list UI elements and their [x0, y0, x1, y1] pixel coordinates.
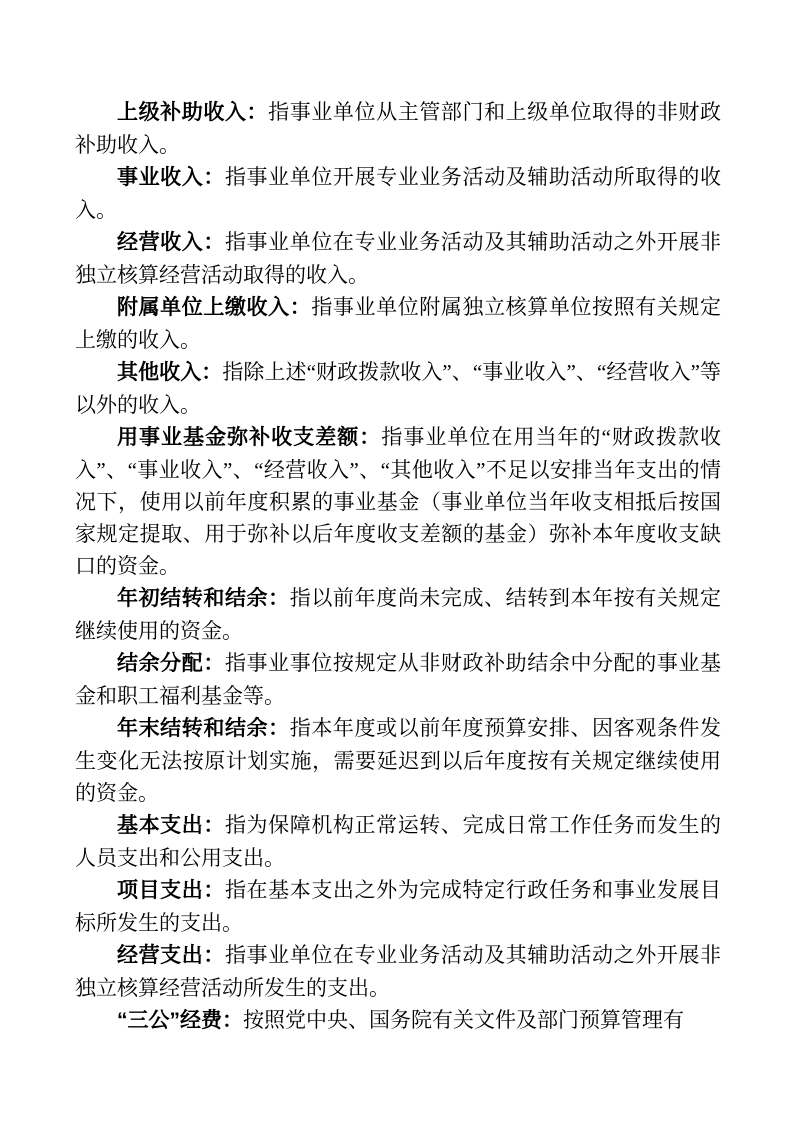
term-label: 基本支出：	[117, 814, 225, 837]
definition-paragraph	[75, 647, 721, 712]
definition-paragraph	[75, 96, 721, 161]
definition-text: 指在基本支出之外为完成特定行政任务和事业发展目标所发生的支出。	[75, 878, 722, 935]
term-label: 经营支出：	[117, 944, 225, 967]
term-label: 年末结转和结余：	[117, 717, 290, 740]
definition-text: 指事业单位在用当年的“财政拨款收入”、“事业收入”、“经营收入”、“其他收入”不足以安排当年支出的情况下，使用以前年度积累的事业基金（事业单位当年收支相抵后按国家规定提取、用于弥补以后年度收支差额的基金）弥补本年度收支缺口的资金。	[75, 425, 722, 578]
definition-paragraph	[75, 874, 721, 939]
definition-paragraph	[75, 161, 721, 226]
definition-text: 指事业单位在专业业务活动及其辅助活动之外开展非独立核算经营活动取得的收入。	[75, 230, 722, 287]
definition-text: 指事业单位从主管部门和上级单位取得的非财政补助收入。	[75, 100, 722, 157]
definition-text: 指事业单位开展专业业务活动及辅助活动所取得的收入。	[75, 165, 722, 222]
definition-text: 指除上述“财政拨款收入”、“事业收入”、“经营收入”等以外的收入。	[75, 360, 721, 417]
term-label: 其他收入：	[117, 361, 223, 384]
definition-text: 指本年度或以前年度预算安排、因客观条件发生变化无法按原计划实施，需要延迟到以后年度按有关规定继续使用的资金。	[75, 716, 722, 805]
term-label: 上级补助收入：	[117, 101, 269, 124]
definition-text: 指事业单位附属独立核算单位按照有关规定上缴的收入。	[75, 295, 722, 352]
definition-text: 指为保障机构正常运转、完成日常工作任务而发生的人员支出和公用支出。	[75, 813, 722, 870]
definition-paragraph	[75, 356, 721, 421]
definition-paragraph	[75, 712, 721, 809]
term-label: 项目支出：	[117, 879, 225, 902]
definition-text: 按照党中央、国务院有关文件及部门预算管理有	[243, 1008, 684, 1032]
document-page	[75, 96, 721, 1037]
definition-paragraph	[75, 226, 721, 291]
term-label: “三公”经费：	[117, 1009, 243, 1032]
term-label: 附属单位上缴收入：	[117, 296, 312, 319]
definition-paragraph	[75, 582, 721, 647]
definition-text: 指事业事位按规定从非财政补助结余中分配的事业基金和职工福利基金等。	[75, 651, 722, 708]
term-label: 年初结转和结余：	[117, 587, 290, 610]
definition-paragraph	[75, 809, 721, 874]
definition-paragraph	[75, 421, 721, 582]
definition-paragraph	[75, 291, 721, 356]
term-label: 事业收入：	[117, 166, 225, 189]
definition-paragraph	[75, 1004, 721, 1037]
term-label: 经营收入：	[117, 231, 225, 254]
definition-text: 指以前年度尚未完成、结转到本年按有关规定继续使用的资金。	[75, 586, 722, 643]
term-label: 结余分配：	[117, 652, 225, 675]
definition-text: 指事业单位在专业业务活动及其辅助活动之外开展非独立核算经营活动所发生的支出。	[75, 943, 722, 1000]
term-label: 用事业基金弥补收支差额：	[117, 426, 382, 449]
definition-paragraph	[75, 939, 721, 1004]
